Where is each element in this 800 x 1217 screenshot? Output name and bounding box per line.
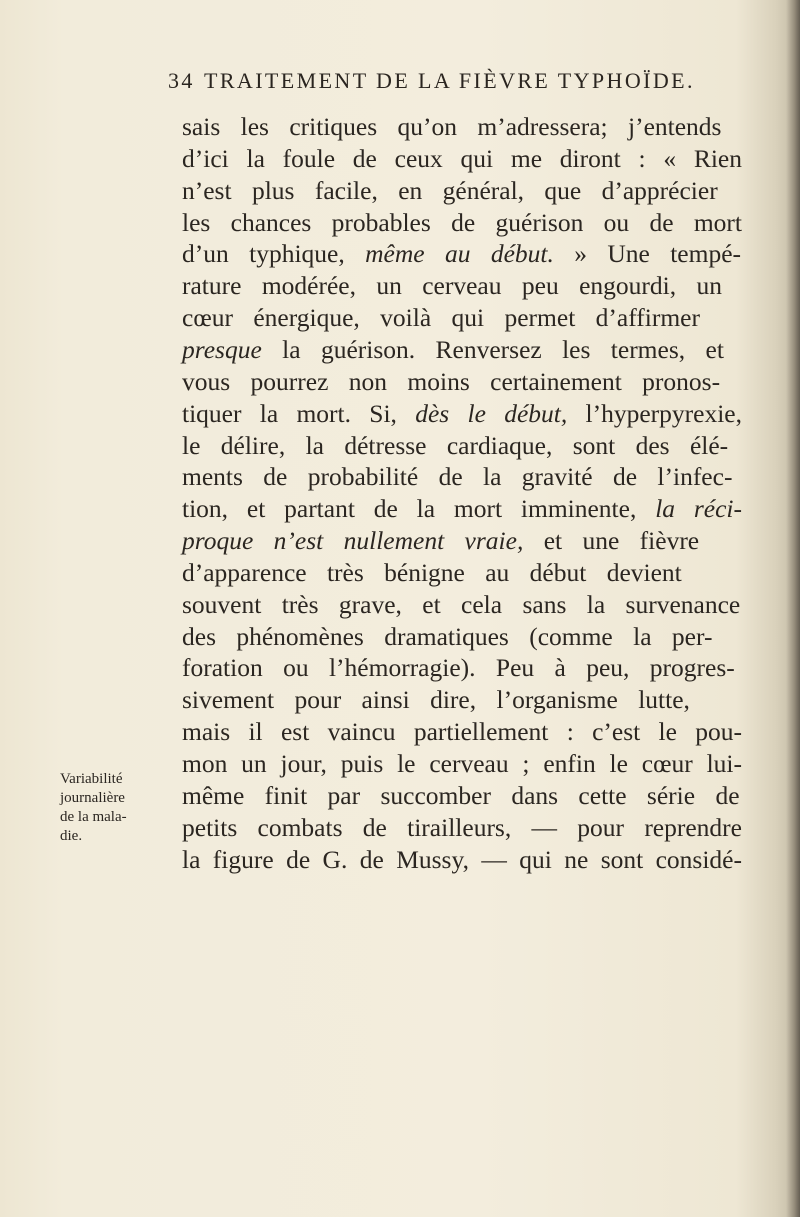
- italic-run: presque: [182, 334, 262, 364]
- text-run: la figure de G. de Mussy, — qui ne sont considé-: [182, 844, 742, 874]
- text-run: sivement pour ainsi dire, l’organisme lutte,: [182, 685, 690, 715]
- text-line: [182, 399, 742, 429]
- text-run: petits combats de tirailleurs, — pour reprendre: [182, 812, 742, 842]
- text-line: [182, 462, 732, 492]
- italic-run: même au début.: [365, 239, 554, 269]
- margin-note-line: journalière: [60, 790, 125, 806]
- italic-run: la réci-: [655, 494, 742, 524]
- text-line: [182, 558, 682, 588]
- text-line: [182, 653, 735, 683]
- italic-run: dès le début,: [415, 398, 568, 428]
- text-run: et une fièvre: [523, 526, 700, 556]
- text-run: le délire, la détresse cardiaque, sont des élé-: [182, 430, 729, 460]
- margin-note-line: de la mala-: [60, 809, 127, 825]
- text-run: d’ici la foule de ceux qui me diront : « Rien: [182, 143, 742, 173]
- text-run: souvent très grave, et cela sans la survenance: [182, 589, 741, 619]
- running-head: [168, 68, 728, 94]
- text-line: [182, 526, 699, 556]
- margin-note-line: Variabilité: [60, 771, 123, 787]
- text-line: [182, 494, 742, 524]
- text-run: tion, et partant de la mort imminente,: [182, 494, 656, 524]
- text-run: cœur énergique, voilà qui permet d’affirmer: [182, 303, 700, 333]
- text-run: la guérison. Renversez les termes, et: [261, 334, 724, 364]
- page-gutter-shadow: [786, 0, 800, 1217]
- text-run: sais les critiques qu’on m’adressera; j’entends: [182, 112, 722, 141]
- italic-run: proque n’est nullement vraie,: [182, 526, 524, 556]
- text-line: [182, 813, 742, 843]
- text-line: [182, 590, 740, 620]
- text-line: [182, 749, 742, 779]
- margin-note-line: die.: [60, 828, 83, 844]
- text-run: l’hyperpyrexie,: [567, 398, 742, 428]
- text-line: [182, 144, 742, 174]
- text-line: [182, 367, 720, 397]
- text-line: [182, 717, 742, 747]
- text-line: [182, 845, 742, 875]
- text-run: vous pourrez non moins certainement pronos-: [182, 366, 721, 396]
- text-run: rature modérée, un cerveau peu engourdi, un: [182, 271, 722, 301]
- text-run: foration ou l’hémorragie). Peu à peu, progres-: [182, 653, 735, 683]
- text-line: [182, 431, 728, 461]
- margin-note: [60, 770, 170, 846]
- text-line: [182, 208, 742, 238]
- text-line: [182, 781, 740, 811]
- text-run: des phénomènes dramatiques (comme la per-: [182, 621, 713, 651]
- text-run: tiquer la mort. Si,: [182, 398, 416, 428]
- text-run: mon un jour, puis le cerveau ; enfin le cœur lui-: [182, 749, 742, 778]
- text-line: [182, 685, 690, 715]
- text-line: [182, 239, 741, 269]
- text-line: [182, 335, 724, 365]
- text-line: [182, 271, 722, 301]
- text-run: » Une tempé-: [553, 239, 742, 269]
- text-line: [182, 176, 718, 206]
- text-run: mais il est vaincu partiellement : c’est le pou-: [182, 717, 742, 747]
- text-line: [182, 112, 721, 142]
- text-line: [182, 303, 700, 333]
- text-run: d’apparence très bénigne au début devient: [182, 557, 682, 587]
- text-run: ments de probabilité de la gravité de l’infec-: [182, 462, 733, 492]
- text-run: d’un typhique,: [182, 239, 366, 269]
- page-number: 34: [168, 68, 195, 93]
- text-line: [182, 622, 712, 652]
- text-run: les chances probables de guérison ou de mort: [182, 207, 742, 237]
- running-title: TRAITEMENT DE LA FIÈVRE TYPHOÏDE.: [204, 68, 695, 93]
- text-run: même finit par succomber dans cette série de: [182, 780, 740, 810]
- text-run: n’est plus facile, en général, que d’apprécier: [182, 175, 718, 205]
